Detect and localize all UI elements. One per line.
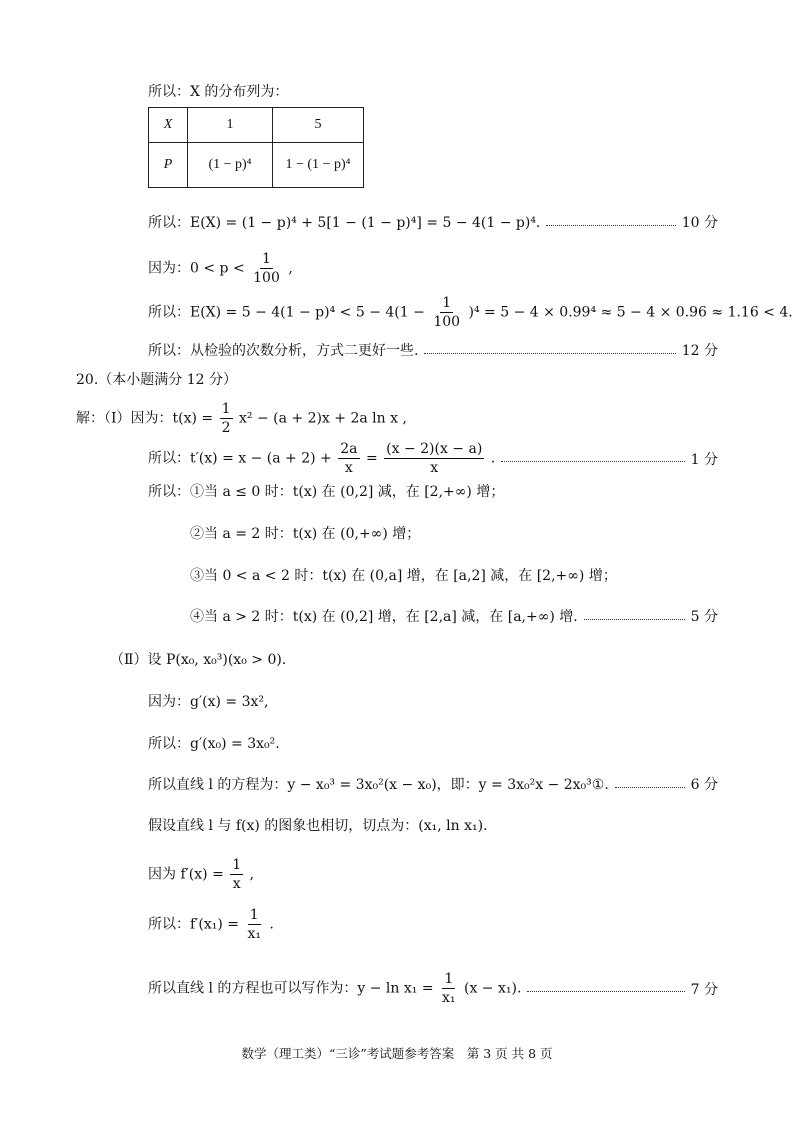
assumption-line: 假设直线 l 与 f(x) 的图象也相切，切点为：(x₁, ln x₁).	[148, 818, 488, 834]
fraction-numerator: 1	[221, 401, 231, 417]
fraction-numerator: (x − 2)(x − a)	[386, 441, 483, 457]
fraction	[220, 400, 233, 437]
expectation-line	[0, 212, 794, 232]
tangent-line	[0, 774, 794, 794]
fraction-denominator: x₁	[442, 990, 456, 1006]
fraction	[245, 906, 263, 943]
fraction	[251, 250, 282, 287]
question-20-title: 20.（本小题满分 12 分）	[76, 372, 237, 388]
p-range-line	[148, 250, 293, 287]
fraction	[440, 970, 458, 1007]
derivative-text	[148, 440, 495, 477]
second-tangent-prefix: 所以直线 l 的方程也可以写作为：y − ln x₁ =	[148, 980, 434, 997]
score-mark: 1 分	[690, 451, 718, 468]
table-cell: 5	[273, 108, 364, 143]
dotted-leader	[615, 787, 685, 788]
f-derivative-suffix: ,	[249, 866, 255, 883]
score-mark: 12 分	[681, 343, 718, 359]
distribution-intro: 所以：X 的分布列为：	[148, 84, 289, 100]
fraction-denominator: x	[232, 876, 241, 892]
dotted-leader	[527, 991, 684, 992]
fraction-denominator: 100	[253, 270, 280, 286]
distribution-table	[148, 107, 364, 188]
g-derivative: 因为：g′(x) = 3x²,	[148, 694, 269, 710]
part1-function-line	[76, 400, 407, 437]
g-slope: 所以：g′(x₀) = 3x₀².	[148, 736, 280, 752]
conclusion-line	[0, 340, 794, 360]
p-range-text: 因为：0 < p <	[148, 260, 245, 277]
fraction-denominator: 100	[433, 314, 461, 330]
case-2: ②当 a = 2 时：t(x) 在 (0,+∞) 增；	[190, 526, 421, 542]
score-mark: 6 分	[690, 777, 718, 793]
inequality-prefix: 所以：E(X) = 5 − 4(1 − p)⁴ < 5 − 4(1 −	[148, 304, 425, 321]
table-cell: 1 − (1 − p)⁴	[273, 143, 364, 188]
table-cell: X	[149, 108, 188, 143]
inequality-suffix: )⁴ = 5 − 4 × 0.99⁴ ≈ 5 − 4 × 0.96 ≈ 1.16 < 4.	[468, 304, 793, 321]
page-footer: 数学（理工类）“三诊”考试题参考答案 第 3 页 共 8 页	[241, 1046, 553, 1061]
fraction	[338, 440, 359, 477]
table-cell: (1 − p)⁴	[188, 143, 273, 188]
case-4-line	[0, 606, 794, 626]
fraction-numerator: 1	[249, 907, 259, 923]
derivative-line	[0, 440, 794, 477]
f-slope-prefix: 所以：f′(x₁) =	[148, 916, 239, 933]
second-tangent-suffix: (x − x₁).	[463, 980, 522, 997]
fraction	[384, 440, 484, 477]
f-slope-line	[148, 906, 274, 943]
fraction-numerator: 1	[232, 857, 242, 873]
table-cell: P	[149, 143, 188, 188]
part1-prefix: 解：（Ⅰ）因为：t(x) =	[76, 410, 214, 427]
case-3: ③当 0 < a < 2 时：t(x) 在 (0,a] 增，在 [a,2] 减，在 [2,+∞) 增；	[190, 568, 617, 584]
fraction-denominator: x	[430, 460, 439, 476]
fraction-numerator: 1	[444, 971, 454, 987]
p-range-suffix: ,	[288, 260, 293, 277]
fraction-numerator: 1	[442, 295, 452, 311]
fraction-numerator: 2a	[340, 441, 358, 457]
dotted-leader	[546, 225, 675, 226]
fraction-denominator: x₁	[247, 926, 261, 942]
fraction-numerator: 1	[262, 251, 271, 267]
table-cell: 1	[188, 108, 273, 143]
second-tangent-line	[0, 970, 794, 1007]
conclusion-text: 所以：从检验的次数分析，方式二更好一些.	[148, 343, 419, 359]
score-mark: 7 分	[690, 981, 718, 998]
score-mark: 5 分	[690, 609, 718, 625]
table-row	[149, 143, 364, 188]
fraction	[431, 294, 462, 331]
f-derivative-prefix: 因为 f′(x) =	[148, 866, 224, 883]
score-mark: 10 分	[681, 215, 718, 231]
f-derivative-line	[148, 856, 254, 893]
case-1: 所以：①当 a ≤ 0 时：t(x) 在 (0,2] 减，在 [2,+∞) 增；	[148, 484, 505, 500]
fraction	[230, 856, 243, 893]
tangent-text: 所以直线 l 的方程为：y − x₀³ = 3x₀²(x − x₀)，即：y = 3x₀²x − 2x₀³①.	[148, 777, 609, 793]
fraction-denominator: 2	[221, 420, 231, 436]
table-row	[149, 108, 364, 143]
inequality-line	[148, 294, 793, 331]
derivative-equals: =	[365, 450, 378, 467]
expectation-text: 所以：E(X) = (1 − p)⁴ + 5[1 − (1 − p)⁴] = 5 − 4(1 − p)⁴.	[148, 215, 541, 231]
dotted-leader	[584, 619, 685, 620]
part2-setup: （Ⅱ）设 P(x₀, x₀³)(x₀ > 0).	[110, 652, 287, 668]
case-4: ④当 a > 2 时：t(x) 在 (0,2] 增，在 [2,a] 减，在 [a,+∞) 增.	[190, 609, 578, 625]
derivative-prefix: 所以：t′(x) = x − (a + 2) +	[148, 450, 332, 467]
second-tangent-text	[148, 970, 521, 1007]
derivative-suffix: .	[490, 450, 496, 467]
f-slope-suffix: .	[269, 916, 274, 933]
fraction-denominator: x	[344, 460, 353, 476]
dotted-leader	[501, 461, 684, 462]
part1-suffix: x² − (a + 2)x + 2a ln x ,	[238, 410, 407, 427]
dotted-leader	[424, 353, 675, 354]
